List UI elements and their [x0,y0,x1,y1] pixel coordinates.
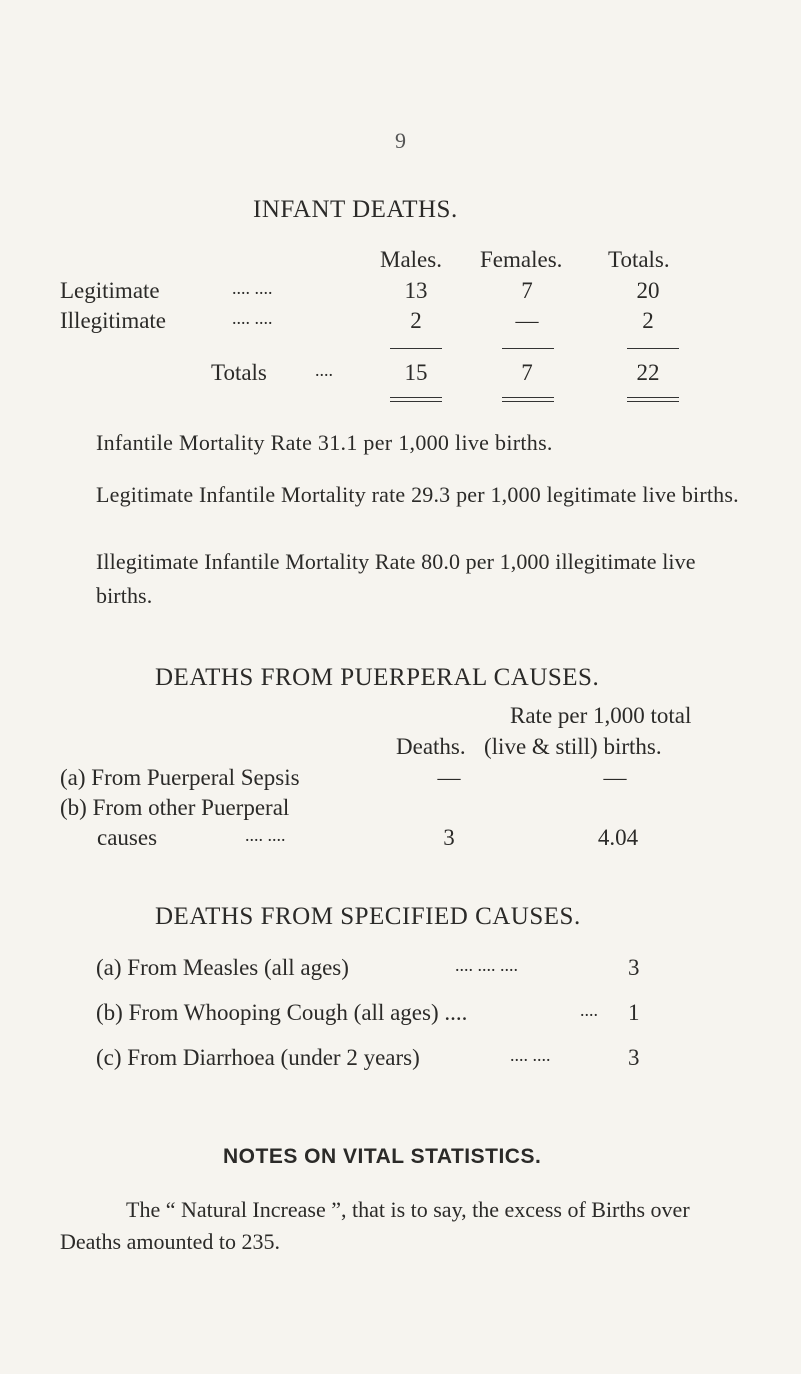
specified-row-c-value: 3 [628,1045,640,1070]
specified-row-b-leader: .... [580,1000,598,1020]
row-legitimate-label: Legitimate [60,278,160,303]
double-rule-males-a [390,397,442,398]
puerperal-row-b-label-cont: causes [97,825,158,850]
row-totals-males: 15 [404,360,428,385]
double-rule-totals-a [627,397,679,398]
page-number: 9 [395,128,406,153]
infant-deaths-title: INFANT DEATHS. [253,196,458,223]
double-rule-females-b [502,401,554,402]
puerperal-row-a-label: (a) From Puerperal Sepsis [60,765,300,790]
puerperal-row-b-rate: 4.04 [597,825,639,850]
row-illegitimate-label: Illegitimate [60,308,167,333]
puerperal-row-b-leader: .... .... [245,825,286,845]
puerperal-col-deaths: Deaths. [396,734,466,759]
specified-row-c-leader: .... .... [510,1045,551,1065]
specified-row-a-leader: .... .... .... [455,955,518,975]
col-males: Males. [380,247,442,272]
puerperal-row-b-deaths: 3 [443,825,455,850]
specified-title: DEATHS FROM SPECIFIED CAUSES. [155,903,581,930]
rate-infantile: Infantile Mortality Rate 31.1 per 1,000 live births. [96,430,553,455]
row-illegitimate-totals: 2 [642,308,654,333]
specified-row-c-label: (c) From Diarrhoea (under 2 years) [96,1045,420,1070]
specified-row-a-label: (a) From Measles (all ages) [96,955,349,980]
row-totals-leader: .... [315,360,333,380]
rule-males [390,348,442,349]
puerperal-row-b-label: (b) From other Puerperal [60,795,290,820]
puerperal-title: DEATHS FROM PUERPERAL CAUSES. [155,664,600,691]
specified-row-b-label: (b) From Whooping Cough (all ages) .... [96,1000,468,1025]
puerperal-row-a-deaths: — [437,765,461,790]
double-rule-males-b [390,401,442,402]
rule-totals [627,348,679,349]
notes-text: The “ Natural Increase ”, that is to say, the excess of Births over Deaths amounted to 235. [60,1197,690,1254]
row-totals-totals: 22 [636,360,660,385]
puerperal-col-rate-2: (live & still) births. [484,734,662,759]
row-legitimate-leader: .... .... [232,278,273,298]
puerperal-col-rate-1: Rate per 1,000 total [510,703,692,728]
specified-row-b-value: 1 [628,1000,640,1025]
notes-title: NOTES ON VITAL STATISTICS. [223,1145,542,1168]
double-rule-females-a [502,397,554,398]
rate-legitimate: Legitimate Infantile Mortality rate 29.3 per 1,000 legitimate live births. [96,482,739,507]
row-illegitimate-males: 2 [410,308,422,333]
row-illegitimate-females: — [515,308,539,333]
row-illegitimate-leader: .... .... [232,308,273,328]
row-legitimate-totals: 20 [636,278,660,303]
row-legitimate-females: 7 [521,278,533,303]
row-totals-label: Totals [211,360,267,385]
puerperal-row-a-rate: — [603,765,627,790]
rate-illegitimate: Illegitimate Infantile Mortality Rate 80.0 per 1,000 illegitimate live births. [96,549,696,608]
double-rule-totals-b [627,401,679,402]
specified-row-a-value: 3 [628,955,640,980]
col-totals: Totals. [608,247,670,272]
row-totals-females: 7 [521,360,533,385]
row-legitimate-males: 13 [404,278,428,303]
col-females: Females. [480,247,563,272]
rule-females [502,348,554,349]
